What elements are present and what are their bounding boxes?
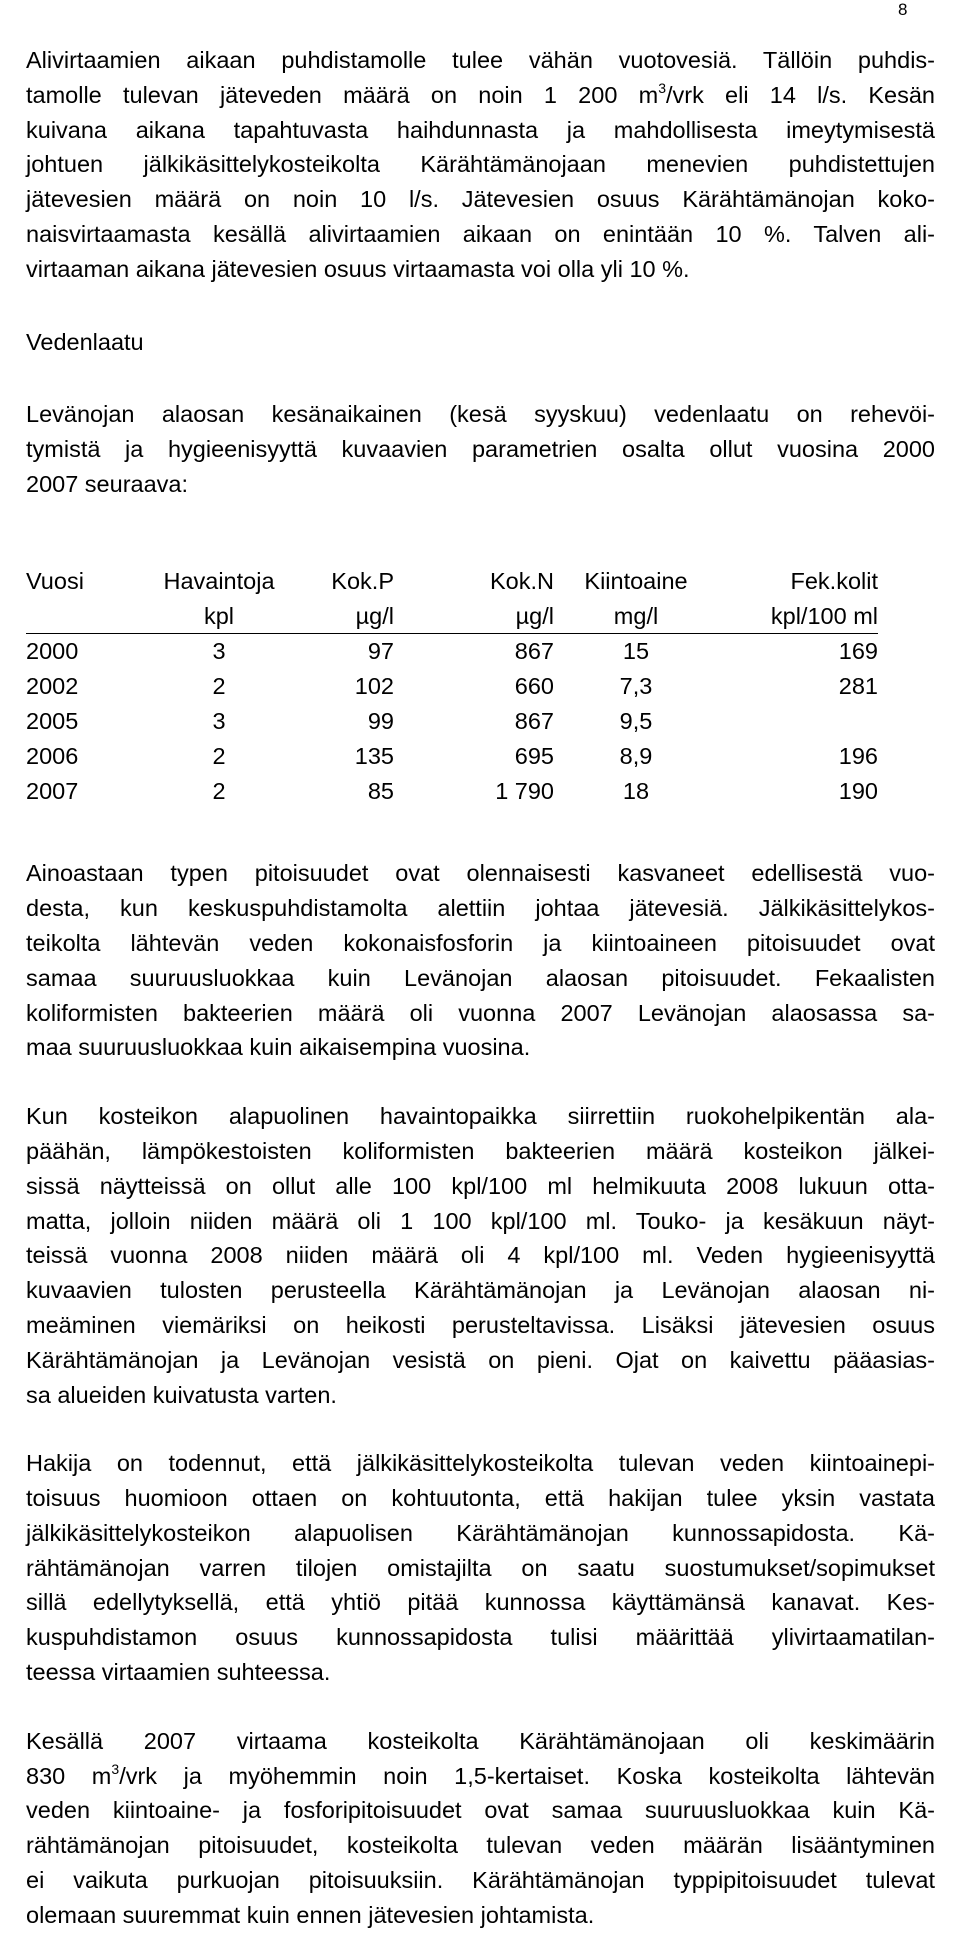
text-line: Kärähtämänojan ja Levänojan vesistä on pieni. Ojat on kaivettu pääasias- [26,1346,935,1373]
text-line: matta, jolloin niiden määrä oli 1 100 kpl/100 ml. Touko- ja kesäkuun näyt- [26,1207,935,1234]
table-cell: 196 [838,742,878,769]
column-header: Kok.N [490,567,554,594]
text-line [26,78,935,113]
text-fragment: 830 m [26,1762,112,1789]
text-line: naisvirtaamasta kesällä alivirtaamien aikaan on enintään 10 %. Talven ali- [26,220,935,247]
table-cell: 2 [212,777,226,804]
table-row [26,739,878,774]
text-line: jälkikäsittelykosteikon alapuolisen Kärähtämänojan kunnossapidosta. Kä- [26,1519,935,1546]
text-line: virtaaman aikana jätevesien osuus virtaamasta voi olla yli 10 %. [26,255,690,282]
text-line: desta, kun keskuspuhdistamolta alettiin johtaa jätevesiä. Jälkikäsittelykos- [26,895,935,922]
text-line: päähän, lämpökestoisten koliformisten bakteerien määrä kosteikon jälkei- [26,1137,935,1164]
page-number: 8 [898,0,908,19]
column-header: Fek.kolit [790,567,878,594]
text-line: Levänojan alaosan kesänaikainen (kesä syyskuu) vedenlaatu on rehevöi- [26,401,935,428]
table-cell: 97 [367,638,394,665]
text-line: samaa suuruusluokkaa kuin Levänojan alaosan pitoisuudet. Fekaalisten [26,964,935,991]
column-header: Kok.P [331,567,394,594]
text-line: Kun kosteikon alapuolinen havaintopaikka siirrettiin ruokohelpikentän ala- [26,1103,935,1130]
table-cell [718,704,878,739]
table-cell: 2000 [26,638,79,665]
text-line: veden kiintoaine- ja fosforipitoisuudet ovat samaa suuruusluokkaa kuin Kä- [26,1797,935,1824]
text-line: Ainoastaan typen pitoisuudet ovat olennaisesti kasvaneet edellisestä vuo- [26,860,935,887]
text-line: ei vaikuta purkuojan pitoisuuksiin. Kärähtämänojan typpipitoisuudet tulevat [26,1867,935,1894]
unit-cell: kpl/100 ml [718,599,878,634]
table-header-row [26,564,878,599]
text-line: koliformisten bakteerien määrä oli vuonna 2007 Levänojan alaosassa sa- [26,999,935,1026]
text-line: sissä näytteissä on ollut alle 100 kpl/100 ml helmikuuta 2008 lukuun otta- [26,1172,935,1199]
table-row [26,774,878,809]
table-cell: 867 [514,707,554,734]
table-row [26,669,878,704]
table-cell: 102 [354,673,394,700]
text-line: kuivana aikana tapahtuvasta haihdunnasta ja mahdollisesta imeytymisestä [26,116,935,143]
column-header: Kiintoaine [584,567,688,594]
text-line: rähtämänojan pitoisuudet, kosteikolta tulevan veden määrän lisääntyminen [26,1832,935,1859]
unit-cell: kpl [144,599,294,634]
paragraph-summer-flow [26,1724,935,1933]
table-cell: 18 [622,777,650,804]
table-cell: 85 [367,777,394,804]
table-cell: 2006 [26,742,79,769]
table-cell: 190 [838,777,878,804]
text-line: Kesällä 2007 virtaama kosteikolta Kärähtämänojaan oli keskimäärin [26,1727,935,1754]
text-fragment: /vrk eli 14 l/s. Kesän [665,81,935,108]
text-line: Hakija on todennut, että jälkikäsittelykosteikolta tulevan veden kiintoainepi- [26,1450,935,1477]
table-row [26,634,878,669]
text-line: teessa virtaamien suhteessa. [26,1659,331,1686]
text-fragment: /vrk ja myöhemmin noin 1,5-kertaiset. Koska kosteikolta lähtevän [119,1762,935,1789]
table-cell: 169 [838,638,878,665]
table-units-row [26,599,878,634]
table-cell: 281 [838,673,878,700]
paragraph-flow-rates [26,43,935,287]
text-line: kuspuhdistamon osuus kunnossapidosta tulisi määrittää ylivirtaamatilan- [26,1624,935,1651]
table-cell: 2 [212,742,226,769]
text-line: kuvaavien tulosten perusteella Kärähtämänojan ja Levänojan alaosan ni- [26,1277,935,1304]
table-cell: 1 790 [495,777,554,804]
text-line: Alivirtaamien aikaan puhdistamolle tulee vähän vuotovesiä. Tällöin puhdis- [26,47,935,73]
text-line: meäminen viemäriksi on heikosti perusteltavissa. Lisäksi jätevesien osuus [26,1311,935,1338]
unit-cell: mg/l [554,599,718,634]
table-cell: 660 [514,673,554,700]
table-cell: 867 [514,638,554,665]
unit-cell [26,599,144,634]
table-cell: 99 [367,707,394,734]
table-cell: 695 [514,742,554,769]
table-cell: 2 [212,673,226,700]
text-line: 2007 seuraava: [26,470,189,497]
text-line: rähtämänojan varren tilojen omistajilta on saatu suostumukset/sopimukset [26,1554,935,1581]
text-line: teikolta lähtevän veden kokonaisfosforin ja kiintoaineen pitoisuudet ovat [26,929,935,956]
table-cell: 2002 [26,673,79,700]
superscript: 3 [658,79,666,96]
text-line: tymistä ja hygieenisyyttä kuvaavien parametrien osalta ollut vuosina 2000 [26,436,935,463]
table-cell: 2007 [26,777,79,804]
paragraph-sampling-site [26,1099,935,1412]
table-row [26,704,878,739]
superscript: 3 [111,1760,120,1777]
paragraph-water-quality-intro [26,397,935,501]
text-line: sillä edellytyksellä, että yhtiö pitää kunnossa käyttämänsä kanavat. Kes- [26,1589,935,1616]
table-cell: 3 [212,638,226,665]
text-line: teissä vuonna 2008 niiden määrä oli 4 kpl/100 ml. Veden hygieenisyyttä [26,1242,935,1269]
text-line: olemaan suuremmat kuin ennen jätevesien johtamista. [26,1901,595,1928]
table-cell: 8,9 [619,742,653,769]
text-line: jätevesien määrä on noin 10 l/s. Jätevesien osuus Kärähtämänojan koko- [26,186,935,213]
table-cell: 2005 [26,707,79,734]
column-header: Havaintoja [163,567,275,594]
document-body [26,43,935,1933]
text-line: toisuus huomioon ottaen on kohtuutonta, että hakijan tulee yksin vastata [26,1485,935,1512]
table-cell: 15 [622,638,650,665]
unit-cell: µg/l [394,599,554,634]
water-quality-table [26,564,878,809]
table-cell: 3 [212,707,226,734]
table-cell: 9,5 [619,707,653,734]
unit-cell: µg/l [294,599,394,634]
table-cell: 7,3 [619,673,653,700]
text-line: johtuen jälkikäsittelykosteikolta Kärähtämänojaan menevien puhdistettujen [26,151,935,178]
text-line: sa alueiden kuivatusta varten. [26,1381,337,1408]
text-fragment: tamolle tulevan jäteveden määrä on noin 1 200 m [26,81,659,108]
text-line: maa suuruusluokkaa kuin aikaisempina vuosina. [26,1034,531,1061]
section-heading: Vedenlaatu [26,328,144,355]
table-cell: 135 [354,742,394,769]
column-header: Vuosi [26,567,84,594]
paragraph-maintenance [26,1446,935,1690]
paragraph-nitrogen [26,856,935,1065]
text-line [26,1759,935,1794]
